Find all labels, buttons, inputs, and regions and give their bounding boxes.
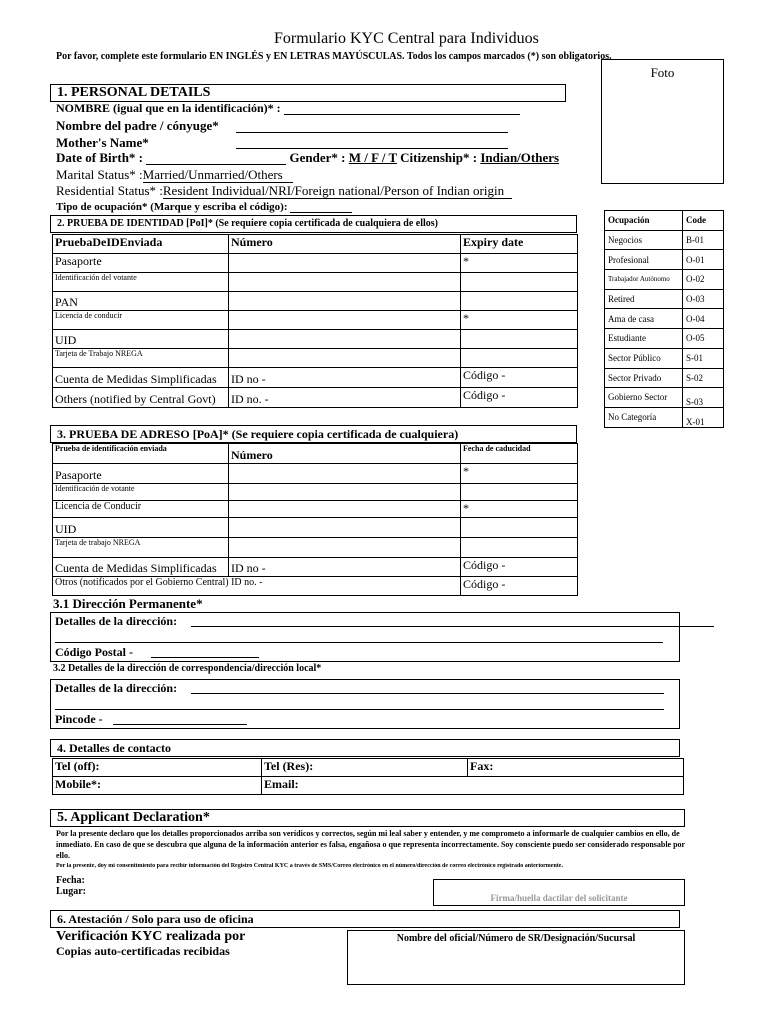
- poa-doc: Tarjeta de trabajo NREGA: [53, 538, 229, 558]
- poa-expiry[interactable]: [461, 484, 578, 501]
- poi-number[interactable]: ID no. -: [229, 388, 461, 408]
- page-title: Formulario KYC Central para Individuos: [274, 30, 539, 47]
- pincode-label: Pincode -: [55, 712, 103, 726]
- occupation-label: Tipo de ocupación* (Marque y escriba el código):: [56, 201, 288, 213]
- poi-doc: Pasaporte: [53, 254, 229, 273]
- occupation-name: Sector Público: [605, 348, 683, 368]
- poa-number-header: Número: [229, 444, 461, 464]
- correspondence-address-box[interactable]: [50, 679, 680, 729]
- correspondence-details-label: Detalles de la dirección:: [55, 681, 178, 695]
- poi-expiry-header: Expiry date: [461, 235, 578, 254]
- occupation-row[interactable]: [605, 329, 724, 349]
- mobile-field[interactable]: Mobile*:: [53, 777, 262, 795]
- poi-number[interactable]: [229, 349, 461, 368]
- occupation-table: [604, 210, 724, 428]
- poi-expiry[interactable]: [461, 273, 578, 292]
- poa-table: [52, 443, 578, 596]
- poa-number[interactable]: [229, 518, 461, 538]
- correspondence-address-line2[interactable]: [55, 698, 664, 710]
- contact-row: [53, 759, 684, 777]
- name-input[interactable]: [284, 103, 520, 115]
- poa-expiry[interactable]: Código -: [461, 577, 578, 596]
- signature-label: Firma/huella dactilar del solicitante: [490, 893, 628, 903]
- poi-table: [52, 234, 578, 408]
- poa-number[interactable]: [229, 484, 461, 501]
- correspondence-address-heading: 3.2 Detalles de la dirección de correspondencia/dirección local*: [53, 663, 322, 674]
- poi-expiry[interactable]: [461, 349, 578, 368]
- permanent-address-box[interactable]: [50, 612, 680, 662]
- poi-row[interactable]: [53, 388, 578, 408]
- poi-number[interactable]: [229, 292, 461, 311]
- declaration-text: Por la presente declaro que los detalles proporcionados arriba son verídicos y correctos, según mi leal saber y entender, y me comprometo a informarle de cualquier cambios en ello, de inmediato. En caso de que se descubra que alguna de la información anterior es falsa, engañosa o que representa incorrectamente. Soy consciente puedo ser considerado responsable por ello.: [56, 829, 685, 860]
- occupation-name: Negocios: [605, 230, 683, 250]
- official-label: Nombre del oficial/Número de SR/Designación/Sucursal: [396, 933, 636, 944]
- poi-expiry[interactable]: [461, 292, 578, 311]
- occupation-code: O-04: [683, 309, 724, 329]
- residential-row: [56, 184, 512, 198]
- poi-number[interactable]: [229, 273, 461, 292]
- poi-number-header: Número: [229, 235, 461, 254]
- photo-label: Foto: [650, 65, 675, 80]
- poa-row[interactable]: [53, 558, 578, 577]
- occupation-code: O-05: [683, 329, 724, 349]
- copies-received-label: Copias auto-certificadas recibidas: [56, 944, 230, 958]
- occupation-code: X-01: [683, 407, 724, 427]
- poa-doc-header: Prueba de identificación enviada: [53, 444, 229, 464]
- occupation-row[interactable]: [605, 230, 724, 250]
- form-instructions: Por favor, complete este formulario EN INGLÉS y EN LETRAS MAYÚSCULAS. Todos los campos marcados (*) son obligatorios.: [56, 51, 612, 62]
- poa-row[interactable]: [53, 577, 578, 596]
- father-input[interactable]: [236, 119, 508, 133]
- poi-doc-header: PruebaDeIDEnviada: [53, 235, 229, 254]
- poi-row[interactable]: [53, 254, 578, 273]
- occupation-code: S-03: [683, 388, 724, 408]
- tel-res-field[interactable]: Tel (Res):: [262, 759, 468, 777]
- correspondence-address-line1[interactable]: [191, 682, 664, 694]
- occupation-name: Retired: [605, 289, 683, 309]
- poi-expiry[interactable]: *: [461, 311, 578, 330]
- occupation-row[interactable]: [605, 250, 724, 270]
- email-field[interactable]: Email:: [262, 777, 684, 795]
- photo-box[interactable]: [601, 59, 724, 184]
- residential-options[interactable]: Resident Individual/NRI/Foreign national/Person of Indian origin: [163, 183, 512, 199]
- permanent-address-line2[interactable]: [55, 631, 663, 643]
- section5-heading: 5. Applicant Declaration*: [50, 809, 685, 827]
- poa-number[interactable]: [229, 501, 461, 518]
- date-label: Fecha:: [56, 875, 85, 886]
- name-label: NOMBRE (igual que en la identificación)* :: [56, 101, 281, 115]
- poa-expiry[interactable]: *: [461, 464, 578, 484]
- occupation-row[interactable]: [605, 289, 724, 309]
- dob-row: [56, 151, 559, 165]
- poa-expiry-header: Fecha de caducidad: [461, 444, 578, 464]
- occupation-table-header: [605, 211, 724, 231]
- marital-row: [56, 168, 293, 182]
- poi-number[interactable]: ID no -: [229, 368, 461, 388]
- occupation-row[interactable]: [605, 407, 724, 427]
- poa-expiry[interactable]: *: [461, 501, 578, 518]
- signature-box[interactable]: [433, 879, 685, 906]
- tel-off-field[interactable]: Tel (off):: [53, 759, 262, 777]
- occupation-name: Ama de casa: [605, 309, 683, 329]
- dob-input[interactable]: [146, 152, 286, 165]
- postal-code-input[interactable]: [151, 646, 259, 658]
- poi-expiry[interactable]: Código -: [461, 388, 578, 408]
- occupation-name: Trabajador Autónomo: [605, 270, 683, 290]
- poi-number[interactable]: [229, 311, 461, 330]
- fax-field[interactable]: Fax:: [468, 759, 684, 777]
- poa-row[interactable]: [53, 518, 578, 538]
- occupation-name: Estudiante: [605, 329, 683, 349]
- poi-doc: Others (notified by Central Govt): [53, 388, 229, 408]
- poi-number[interactable]: [229, 330, 461, 349]
- gender-label: Gender* :: [289, 150, 346, 165]
- poi-row[interactable]: [53, 330, 578, 349]
- occupation-name: No Categoría: [605, 407, 683, 427]
- father-label: Nombre del padre / cónyuge*: [56, 118, 219, 133]
- poi-row[interactable]: [53, 292, 578, 311]
- occupation-row: [56, 201, 352, 213]
- occupation-name: Sector Privado: [605, 368, 683, 388]
- poi-row[interactable]: [53, 368, 578, 388]
- poa-expiry[interactable]: [461, 518, 578, 538]
- citizenship-options[interactable]: Indian/Others: [480, 150, 560, 165]
- poi-expiry[interactable]: [461, 330, 578, 349]
- poa-expiry[interactable]: [461, 538, 578, 558]
- section2-heading: 2. PRUEBA DE IDENTIDAD [PoI]* (Se requiere copia certificada de cualquiera de ellos): [50, 215, 577, 233]
- official-box[interactable]: [347, 930, 685, 985]
- poa-row[interactable]: [53, 464, 578, 484]
- poa-doc: Licencia de Conducir: [53, 501, 229, 518]
- occupation-row[interactable]: [605, 368, 724, 388]
- place-label: Lugar:: [56, 886, 86, 897]
- name-row: [56, 102, 520, 115]
- poa-row[interactable]: [53, 538, 578, 558]
- section4-heading: 4. Detalles de contacto: [50, 739, 680, 757]
- poi-doc: Licencia de conducir: [53, 311, 229, 330]
- poi-doc: PAN: [53, 292, 229, 311]
- contact-row: [53, 777, 684, 795]
- section6-heading: 6. Atestación / Solo para uso de oficina: [50, 910, 680, 928]
- marital-label: Marital Status* :: [56, 167, 143, 182]
- occupation-code: S-01: [683, 348, 724, 368]
- marital-options[interactable]: Married/Unmarried/Others: [143, 167, 293, 183]
- code-header: Code: [683, 211, 724, 231]
- occupation-name: Profesional: [605, 250, 683, 270]
- contact-table: [52, 758, 684, 795]
- poi-expiry[interactable]: *: [461, 254, 578, 273]
- poi-doc: Cuenta de Medidas Simplificadas: [53, 368, 229, 388]
- occupation-row[interactable]: [605, 348, 724, 368]
- poa-number[interactable]: ID no -: [229, 558, 461, 577]
- consent-text: Por la presente, doy mi consentimiento para recibir información del Registro Central KYC a través de SMS/Correo electrónico en el número/dirección de correo electrónico registrado anteriormente.: [56, 863, 563, 869]
- occupation-code: O-02: [683, 270, 724, 290]
- occupation-code: B-01: [683, 230, 724, 250]
- occupation-row[interactable]: [605, 309, 724, 329]
- poa-doc: Cuenta de Medidas Simplificadas: [53, 558, 229, 577]
- section3-heading: 3. PRUEBA DE ADRESO [PoA]* (Se requiere copia certificada de cualquiera): [50, 425, 577, 443]
- postal-code-label: Código Postal -: [55, 645, 133, 659]
- occupation-code-input[interactable]: [290, 202, 352, 213]
- poa-table-header: [53, 444, 578, 464]
- kyc-verification-label: Verificación KYC realizada por: [56, 929, 246, 944]
- poa-number[interactable]: [229, 538, 461, 558]
- mother-input[interactable]: [236, 135, 508, 149]
- poa-doc: Pasaporte: [53, 464, 229, 484]
- poi-number[interactable]: [229, 254, 461, 273]
- poa-number[interactable]: [229, 464, 461, 484]
- permanent-address-line1[interactable]: [191, 615, 714, 627]
- occupation-row[interactable]: [605, 270, 724, 290]
- residential-label: Residential Status* :: [56, 183, 163, 198]
- permanent-details-label: Detalles de la dirección:: [55, 614, 178, 628]
- occupation-row[interactable]: [605, 388, 724, 408]
- poi-row[interactable]: [53, 311, 578, 330]
- poa-expiry[interactable]: Código -: [461, 558, 578, 577]
- occupation-code: S-02: [683, 368, 724, 388]
- poi-row[interactable]: [53, 273, 578, 292]
- poi-doc: Tarjeta de Trabajo NREGA: [53, 349, 229, 368]
- permanent-address-heading: 3.1 Dirección Permanente*: [53, 596, 203, 611]
- section1-heading: 1. PERSONAL DETAILS: [50, 84, 566, 102]
- occupation-header: Ocupación: [605, 211, 683, 231]
- poi-table-header: [53, 235, 578, 254]
- poa-doc: UID: [53, 518, 229, 538]
- gender-options[interactable]: M / F / T: [348, 150, 397, 165]
- poi-doc: UID: [53, 330, 229, 349]
- occupation-code: O-01: [683, 250, 724, 270]
- poa-row[interactable]: [53, 501, 578, 518]
- dob-label: Date of Birth* :: [56, 150, 144, 165]
- occupation-code: O-03: [683, 289, 724, 309]
- poi-expiry[interactable]: Código -: [461, 368, 578, 388]
- poi-doc: Identificación del votante: [53, 273, 229, 292]
- pincode-input[interactable]: [113, 713, 247, 725]
- occupation-name: Gobierno Sector: [605, 388, 683, 408]
- poa-row[interactable]: [53, 484, 578, 501]
- poa-doc: Identificación de votante: [53, 484, 229, 501]
- mother-label: Mother's Name*: [56, 135, 149, 150]
- poi-row[interactable]: [53, 349, 578, 368]
- poa-doc: Otros (notificados por el Gobierno Central) ID no. -: [53, 577, 461, 596]
- citizenship-label: Citizenship* :: [400, 150, 478, 165]
